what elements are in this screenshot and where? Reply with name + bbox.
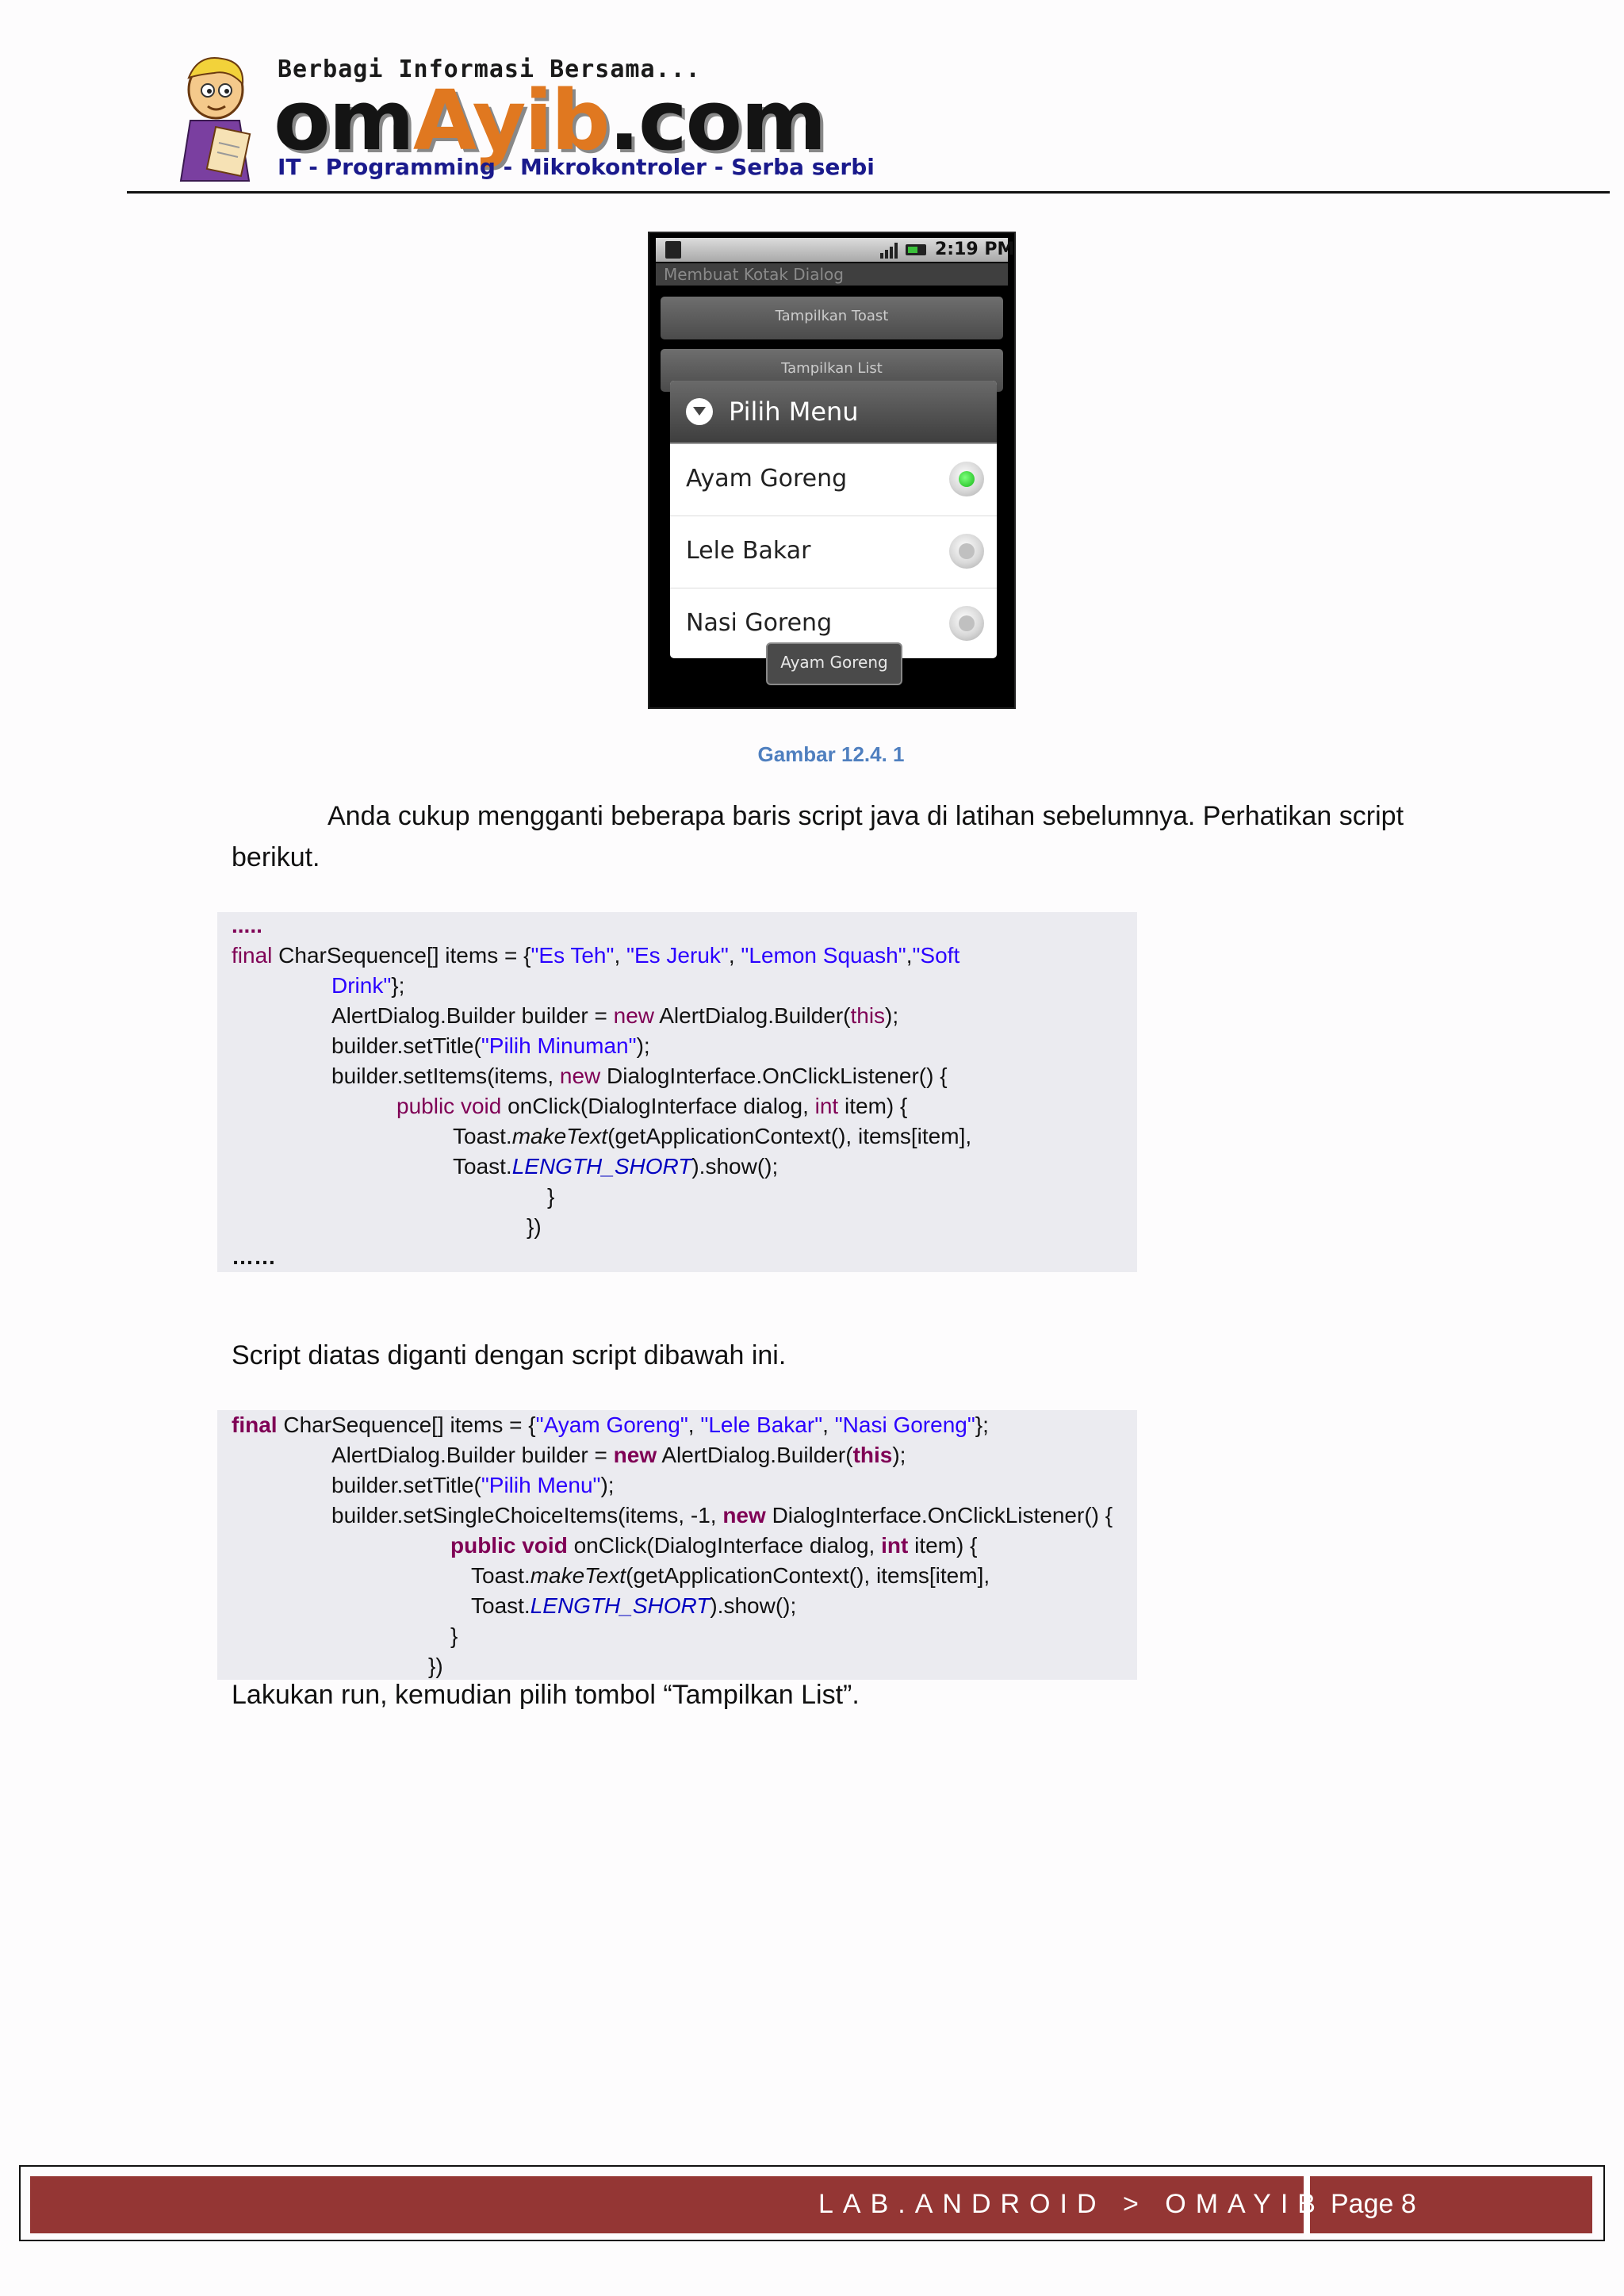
dialog-item-label: Lele Bakar [686,537,811,565]
toast-text: Ayam Goreng [780,653,888,672]
paragraph-replace: Script diatas diganti dengan script dibawah ini. [232,1340,787,1370]
code-line: builder.setSingleChoiceItems(items, -1, new DialogInterface.OnClickListener() { [331,1503,1113,1527]
dialog-item-label: Nasi Goreng [686,609,833,637]
code-ellipsis: …… [232,1244,276,1269]
radio-checked-icon[interactable] [949,462,984,496]
paragraph-intro-line2: berikut. [232,842,320,872]
code-line: final CharSequence[] items = {"Ayam Goreng", "Lele Bakar", "Nasi Goreng"}; [232,1412,989,1437]
code-line: builder.setItems(items, new DialogInterface.OnClickListener() { [331,1064,948,1088]
code-line: } [547,1184,555,1209]
radio-unchecked-icon[interactable] [949,606,984,641]
paragraph-run-instruction: Lakukan run, kemudian pilih tombol “Tampilkan List”. [232,1680,860,1710]
status-clock: 2:19 PM [935,240,1015,259]
show-toast-button[interactable] [661,297,1003,339]
battery-icon [906,244,926,255]
site-name-accent: Ayib [412,72,609,169]
dialog-item-lele-bakar[interactable] [670,516,997,588]
button-label: Tampilkan Toast [775,308,889,324]
dialog-header [670,381,997,444]
code-line: public void onClick(DialogInterface dialog, int item) { [396,1094,908,1118]
code-line: AlertDialog.Builder builder = new AlertDialog.Builder(this); [331,1443,906,1467]
dialog-item-ayam-goreng[interactable] [670,444,997,516]
figure-caption: Gambar 12.4. 1 [757,742,905,766]
dropdown-arrow-icon [686,398,713,425]
android-screenshot [648,232,1016,709]
code-line: Toast.LENGTH_SHORT).show(); [471,1593,797,1618]
code-line: Drink"}; [331,973,405,998]
site-subtitle: IT - Programming - Mikrokontroler - Serba serbi [278,154,875,180]
code-line: }) [527,1214,542,1239]
radio-unchecked-icon[interactable] [949,534,984,569]
code-line: public void onClick(DialogInterface dialog, int item) { [450,1533,978,1558]
toast-message [766,642,902,685]
code-ellipsis: ..... [232,913,262,937]
code-line: Toast.makeText(getApplicationContext(), items[item], [453,1124,972,1148]
footer-label: LAB.ANDROID > OMAYIB [818,2189,1325,2219]
page-number: Page 8 [1331,2189,1416,2219]
app-title: Membuat Kotak Dialog [664,265,844,284]
paragraph-intro-line1: Anda cukup mengganti beberapa baris script java di latihan sebelumnya. Perhatikan script [327,801,1404,831]
site-name-domain: .com [608,72,825,169]
code-line: }) [428,1654,443,1678]
notification-icon [665,241,681,259]
mascot-logo-icon [167,54,262,185]
code-line: } [450,1623,458,1648]
header-divider [127,191,1610,194]
code-line: final CharSequence[] items = {"Es Teh", "Es Jeruk", "Lemon Squash","Soft [232,943,960,968]
signal-icon [879,241,900,259]
code-line: Toast.LENGTH_SHORT).show(); [453,1154,779,1179]
code-line: builder.setTitle("Pilih Menu"); [331,1473,615,1497]
button-label: Tampilkan List [781,360,883,377]
choice-dialog [670,381,997,658]
code-line: Toast.makeText(getApplicationContext(), items[item], [471,1563,990,1588]
app-title-bar [656,263,1008,286]
dialog-item-label: Ayam Goreng [686,465,848,493]
code-line: builder.setTitle("Pilih Minuman"); [331,1033,650,1058]
site-name-part: om [274,72,413,169]
page-header [127,46,1610,194]
site-tagline: Berbagi Informasi Bersama... [278,56,701,83]
dialog-title: Pilih Menu [729,397,859,427]
code-line: AlertDialog.Builder builder = new AlertDialog.Builder(this); [331,1003,899,1028]
status-bar [656,238,1015,262]
